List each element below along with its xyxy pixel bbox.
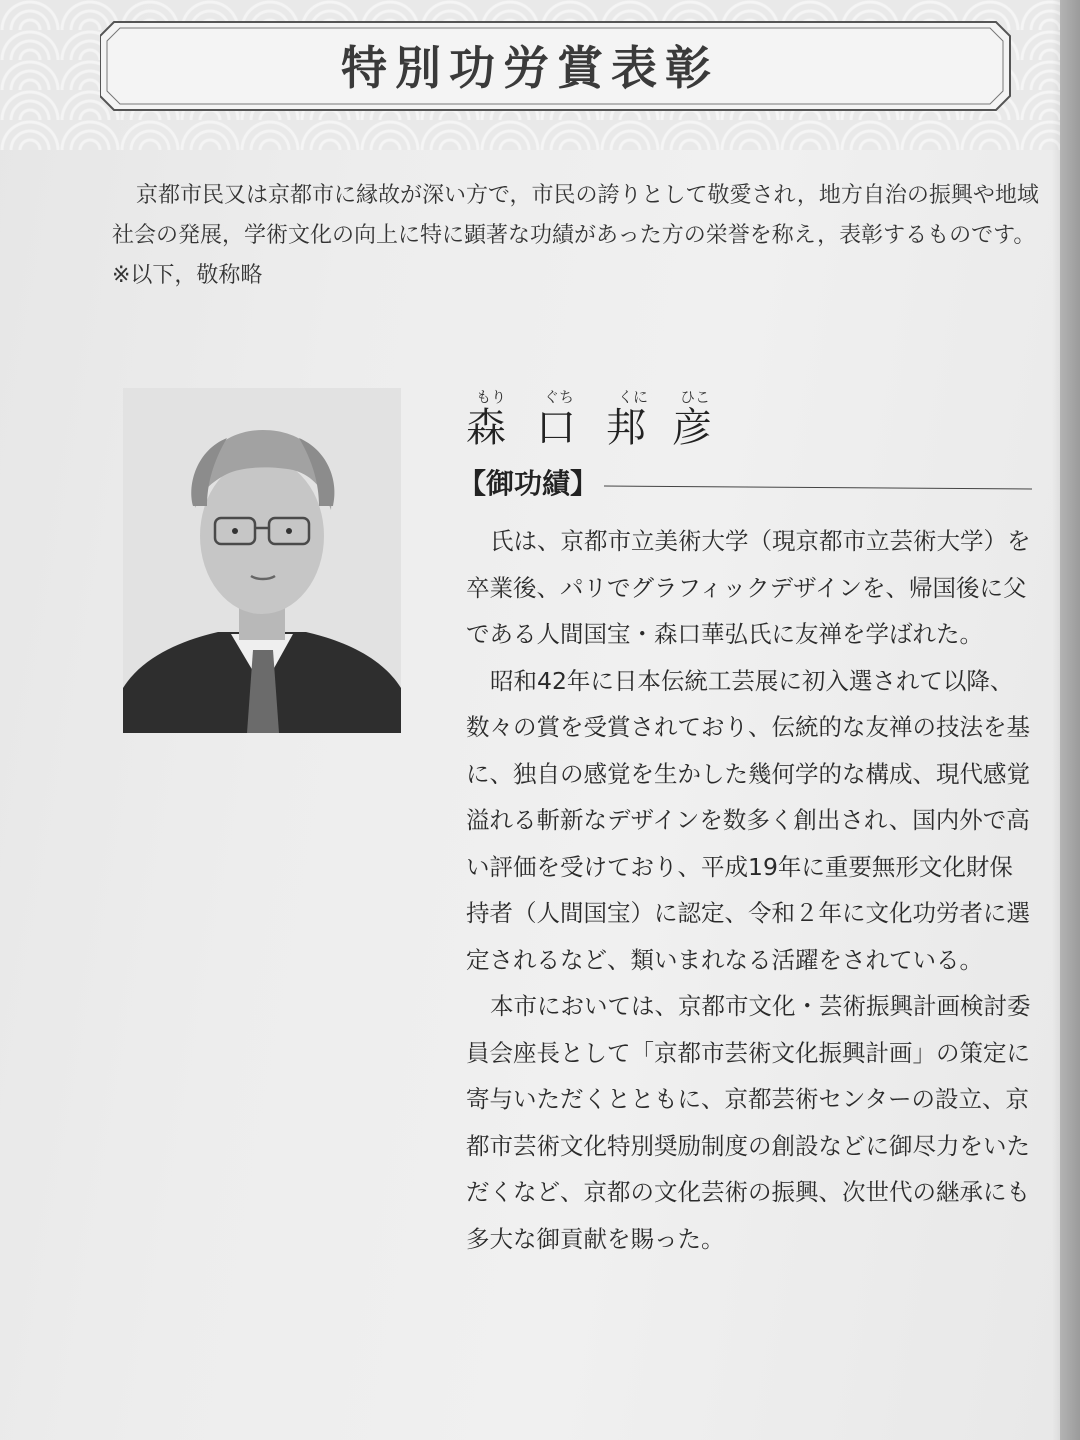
title-frame bbox=[100, 18, 1055, 114]
page-edge-shadow bbox=[1052, 0, 1080, 1440]
intro-paragraph: 京都市民又は京都市に縁故が深い方で，市民の誇りとして敬愛され，地方自治の振興や地域社会の発展，学術文化の向上に特に顕著な功績があった方の栄誉を称え，表彰するものです。※以下，敬称略 bbox=[112, 183, 1039, 288]
page-title: 特別功労賞表彰 bbox=[341, 41, 719, 95]
name-char-1: 森 bbox=[466, 405, 506, 451]
name-char-4: 彦 bbox=[672, 405, 712, 451]
ruby-char-4: ひこ bbox=[680, 388, 711, 406]
portrait-illustration bbox=[123, 388, 401, 733]
ruby-char-2: ぐち bbox=[544, 388, 575, 406]
ruby-char-1: もり bbox=[476, 388, 507, 406]
section-heading: 【御功績】 bbox=[458, 467, 599, 500]
achievement-paragraph-3: 本市においては、京都市文化・芸術振興計画検討委員会座長として「京都市芸術文化振興計画」の策定に寄与いただくとともに、京都芸術センターの設立、京都市芸術文化特別奨励制度の創設などに御尽力をいただくなど、京都の文化芸術の振興、次世代の継承にも多大な御貢献を賜った。 bbox=[466, 992, 1031, 1253]
achievements-text bbox=[466, 518, 1036, 1262]
achievement-paragraph-2: 昭和42年に日本伝統工芸展に初入選されて以降、数々の賞を受賞されており、伝統的な友禅の技法を基に、独自の感覚を生かした幾何学的な構成、現代感覚溢れる斬新なデザインを数多く創出され、国内外で高い評価を受けており、平成19年に重要無形文化財保持者（人間国宝）に認定、令和２年に文化功労者に選定されるなど、類いまれなる活躍をされている。 bbox=[466, 666, 1030, 974]
section-divider bbox=[604, 486, 1032, 490]
achievement-paragraph-1: 氏は、京都市立美術大学（現京都市立芸術大学）を卒業後、パリでグラフィックデザインを、帰国後に父である人間国宝・森口華弘氏に友禅を学ばれた。 bbox=[466, 527, 1031, 648]
name-char-2: 口 bbox=[536, 405, 576, 451]
portrait-photo bbox=[123, 388, 401, 733]
ruby-char-3: くに bbox=[618, 388, 649, 406]
name-char-3: 邦 bbox=[606, 405, 646, 451]
